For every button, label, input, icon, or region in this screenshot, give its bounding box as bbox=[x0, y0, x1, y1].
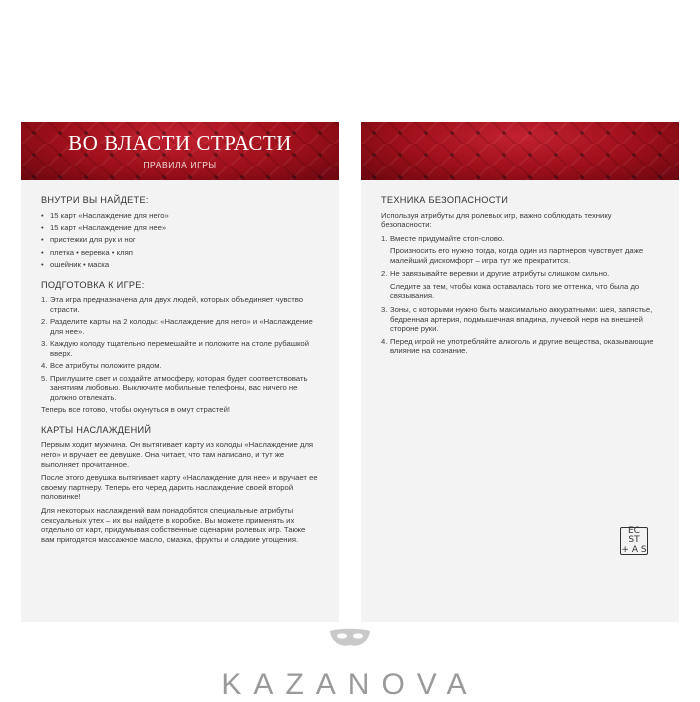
item-note: Произносить его нужно тогда, когда один из партнеров чувствует даже малейший дискомфорт – игра тут же прекратится. bbox=[390, 246, 644, 265]
list-item: • пристежки для рук и ног bbox=[41, 235, 136, 245]
section-heading: ВНУТРИ ВЫ НАЙДЕТЕ: bbox=[41, 195, 149, 205]
mask-icon bbox=[327, 627, 373, 651]
quilted-banner bbox=[361, 122, 679, 180]
section-heading: ПОДГОТОВКА К ИГРЕ: bbox=[41, 279, 145, 290]
brand-wordmark: KAZANOVA bbox=[221, 668, 479, 701]
rules-card bbox=[21, 122, 339, 622]
intro-text: Используя атрибуты для ролевых игр, важно соблюдать технику безопасности: bbox=[381, 210, 612, 230]
section-heading: КАРТЫ НАСЛАЖДЕНИЙ bbox=[41, 424, 152, 435]
list-item: 4. Все атрибуты положите рядом. bbox=[41, 361, 162, 371]
list-item: 3. Каждую колоду тщательно перемешайте и положите на столе рубашкой вверх. bbox=[41, 339, 310, 358]
safety-card bbox=[361, 122, 679, 622]
list-item: 1. Вместе придумайте стоп-слово. bbox=[381, 233, 505, 243]
cards-section bbox=[41, 426, 321, 545]
list-item: • плетка • веревка • кляп bbox=[41, 247, 133, 257]
paragraph: Первым ходит мужчина. Он вытягивает карту из колоды «Наслаждение для него» и вручает ее девушке. Она читает, что там написано, и тут же выполняет прочитанное. bbox=[41, 440, 314, 469]
list-item: 3. Зоны, с которыми нужно быть максимально аккуратными: шея, запястье, бедренная артерия, подмышечная впадина, лучевой нерв на внешней стороне руки. bbox=[381, 304, 653, 334]
list-item: 4. Перед игрой не употребляйте алкоголь и другие вещества, оказывающие влияние на сознание. bbox=[381, 336, 654, 356]
list-item: • 15 карт «Наслаждение для нее» bbox=[41, 222, 167, 232]
safety-section bbox=[381, 196, 661, 356]
list-item: • ошейник • маска bbox=[41, 260, 110, 270]
inside-section bbox=[41, 196, 321, 270]
paragraph: Для некоторых наслаждений вам понадобятся специальные атрибуты сексуальных утех – их вы найдете в коробке. Вы можете применять их отдельно от карт, придумывая собственные сценарии ролевых игр. Также вам пригодятся массажное масло, смазка, фрукты и сладкие угощения. bbox=[41, 506, 306, 544]
list-item: 2. Разделите карты на 2 колоды: «Наслаждение для него» и «Наслаждение для нее». bbox=[41, 317, 313, 336]
closing-line: Теперь все готово, чтобы окунуться в омут страстей! bbox=[41, 405, 231, 415]
list-item: 5. Приглушите свет и создайте атмосферу, которая будет соответствовать занятиям любовью. Выключите мобильные телефоны, вас ничего не должно отвлекать. bbox=[41, 373, 308, 402]
card-subtitle: ПРАВИЛА ИГРЫ bbox=[143, 160, 217, 170]
section-heading: ТЕХНИКА БЕЗОПАСНОСТИ bbox=[381, 195, 509, 205]
ecstas-logo: EC ST + A S bbox=[621, 525, 647, 555]
list-item: 1. Эта игра предназначена для двух людей, которых объединяет чувство страсти. bbox=[41, 295, 304, 314]
item-note: Следите за тем, чтобы кожа оставалась того же оттенка, что была до связывания. bbox=[390, 281, 640, 301]
paragraph: После этого девушка вытягивает карту «Наслаждение для нее» и вручает ее своему партнеру. Теперь его черед дарить наслаждение своей второй половинке! bbox=[41, 473, 318, 502]
list-item: 2. Не завязывайте веревки и другие атрибуты слишком сильно. bbox=[381, 269, 610, 279]
prep-section bbox=[41, 281, 321, 415]
list-item: • 15 карт «Наслаждение для него» bbox=[41, 210, 169, 220]
card-title: ВО ВЛАСТИ СТРАСТИ bbox=[68, 131, 292, 155]
title-banner bbox=[21, 122, 339, 180]
